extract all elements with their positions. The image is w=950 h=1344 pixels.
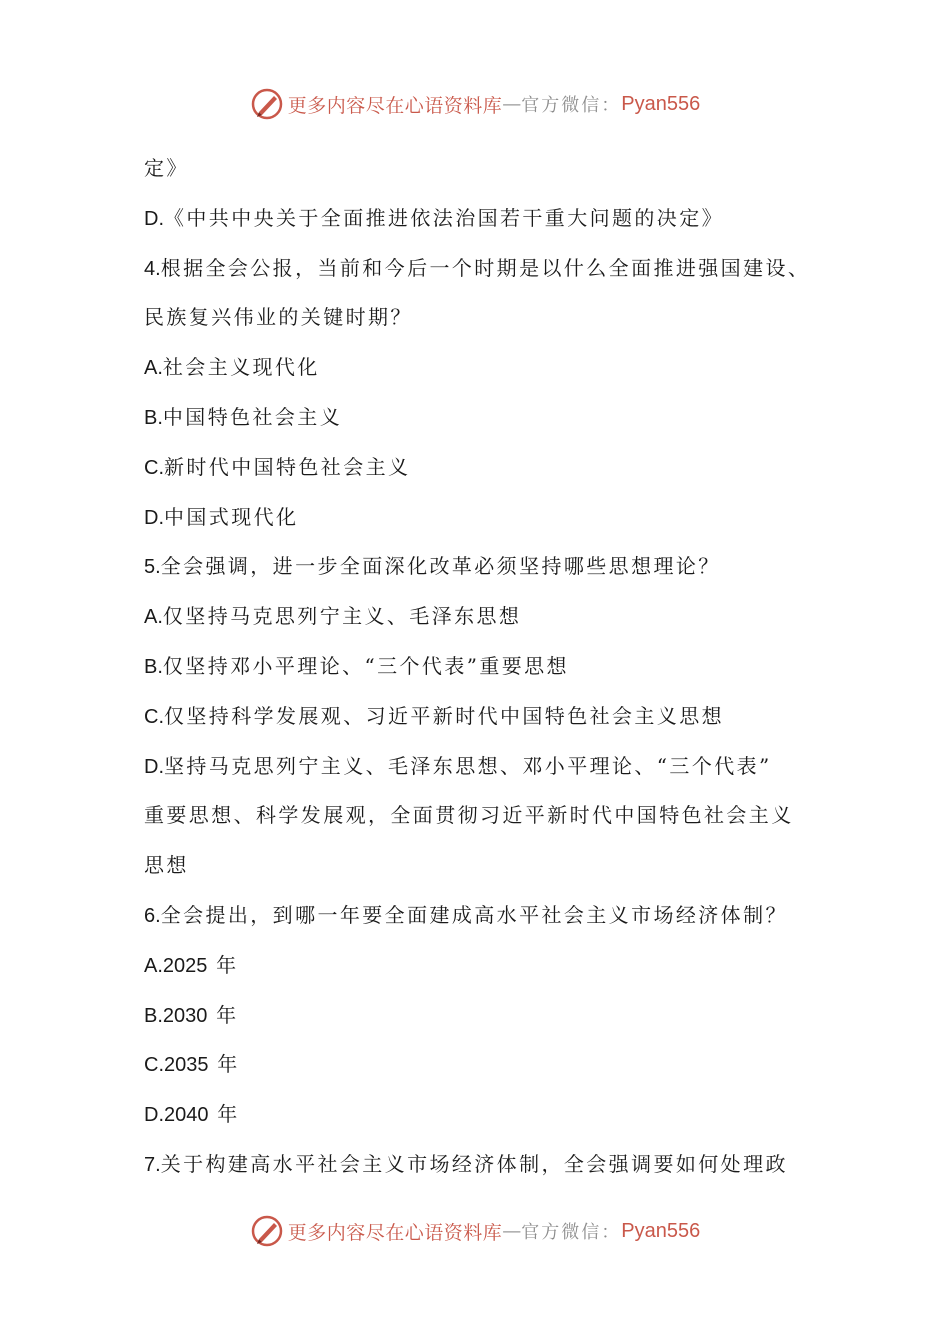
question-line: 4.根据全会公报，当前和今后一个时期是以什么全面推进强国建设、 — [144, 255, 811, 280]
text-line: 民族复兴伟业的关键时期？ — [144, 305, 413, 330]
option-line: C.2035 年 — [144, 1052, 240, 1077]
watermark-dash: — — [502, 1220, 522, 1242]
question-line: 5.全会强调，进一步全面深化改革必须坚持哪些思想理论？ — [144, 554, 721, 579]
option-line: A.2025 年 — [144, 952, 239, 977]
option-line: C.新时代中国特色社会主义 — [144, 454, 411, 479]
watermark-wechat-label: 官方微信： — [521, 1222, 622, 1243]
pen-logo-icon — [250, 87, 284, 121]
option-line: A.仅坚持马克思列宁主义、毛泽东思想 — [144, 604, 522, 629]
question-line: 6.全会提出，到哪一年要全面建成高水平社会主义市场经济体制？ — [144, 902, 788, 927]
text-line: 定》 — [144, 156, 189, 180]
watermark-wechat-id: Pyan556 — [621, 92, 701, 115]
document-body — [144, 144, 844, 1190]
option-line: B.中国特色社会主义 — [144, 404, 343, 429]
option-line: A.社会主义现代化 — [144, 355, 320, 380]
question-line: 7.关于构建高水平社会主义市场经济体制，全会强调要如何处理政 — [144, 1151, 788, 1176]
text-line: 重要思想、科学发展观，全面贯彻习近平新时代中国特色社会主义 — [144, 803, 794, 828]
option-line: B.仅坚持邓小平理论、“三个代表”重要思想 — [144, 653, 569, 678]
option-line: D.《中共中央关于全面推进依法治国若干重大问题的决定》 — [144, 205, 724, 230]
watermark-wechat-label: 官方微信： — [521, 95, 622, 116]
footer-watermark — [0, 1211, 950, 1251]
watermark-text: 更多内容尽在心语资料库 — [287, 94, 503, 117]
watermark-text: 更多内容尽在心语资料库 — [287, 1221, 503, 1244]
option-line: B.2030 年 — [144, 1002, 239, 1027]
option-line: D.中国式现代化 — [144, 504, 299, 529]
pen-logo-icon — [250, 1214, 284, 1248]
watermark-wechat-id: Pyan556 — [621, 1219, 701, 1242]
option-line: D.2040 年 — [144, 1102, 240, 1127]
text-line: 思想 — [144, 853, 189, 878]
header-watermark — [0, 84, 950, 124]
option-line: C.仅坚持科学发展观、习近平新时代中国特色社会主义思想 — [144, 703, 724, 728]
option-line: D.坚持马克思列宁主义、毛泽东思想、邓小平理论、“三个代表” — [144, 753, 772, 778]
watermark-dash: — — [502, 93, 522, 115]
